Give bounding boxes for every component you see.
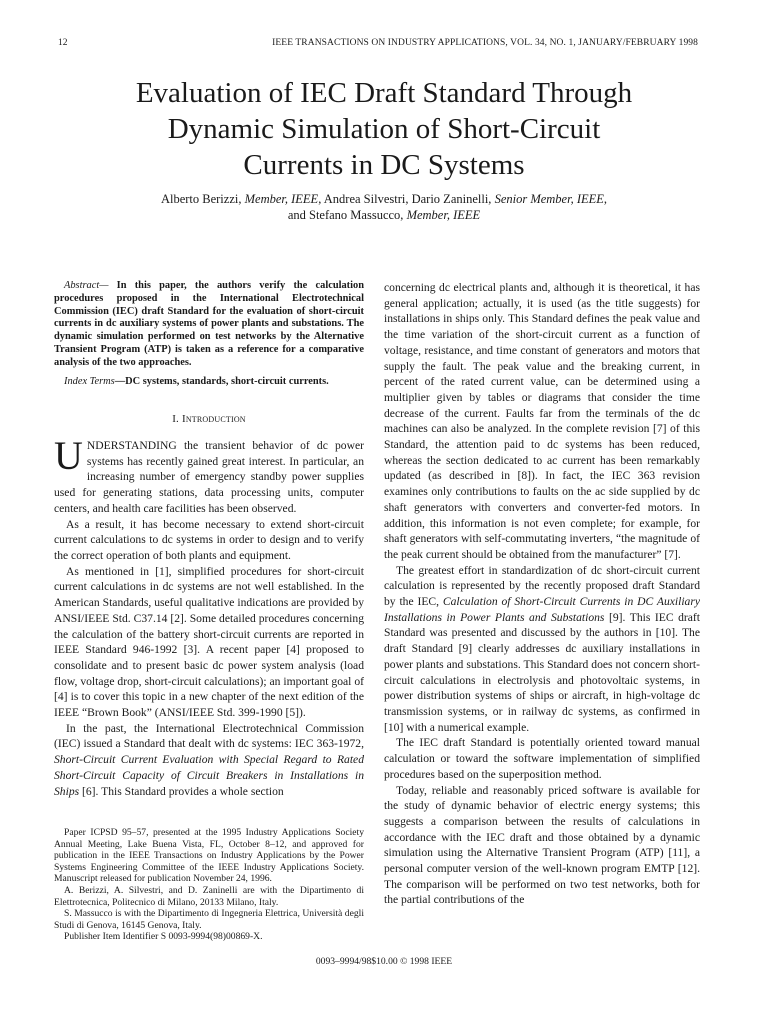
- section-number: I.: [172, 413, 182, 426]
- index-terms-text: —DC systems, standards, short-circuit currents.: [114, 375, 329, 387]
- author-line-1: [60, 191, 708, 207]
- author-list: [60, 191, 708, 223]
- abstract-text: In this paper, the authors verify the calculation procedures proposed in the International Electrotechnical Commission (IEC) draft Standard for the evaluation of short-circuit currents in dc auxiliary systems of power plants and substations. The dynamic simulation performed on test networks by the Alternative Transient Program (ATP) is taken as a reference for a comparative analysis of the two approaches.: [54, 280, 364, 368]
- right-paragraph-2-b: [9]. This IEC draft Standard was presented and discussed by the authors in [10]. The draft Standard [9] clearly addresses dc auxiliary installations in power plants and substations. This Standard does not concern short-circuit calculations in electrolysis and photovoltaic systems, in power distribution systems of ships or aircraft, in high-voltage dc transmission systems, or in railway dc systems, as confirmed in [10] with a numerical example.: [384, 610, 700, 734]
- author-role-member: Member, IEEE: [244, 192, 319, 206]
- intro-paragraph-4-a: In the past, the International Electrotechnical Commission (IEC) issued a Standard that dealt with dc systems: IEC 363-1972,: [54, 721, 364, 751]
- footnotes: [54, 827, 364, 943]
- title-line-2: Dynamic Simulation of Short-Circuit: [167, 113, 601, 145]
- paper-title: [60, 75, 708, 183]
- intro-paragraph-4-title: Short-Circuit Current Evaluation with Special Regard to Rated Short-Circuit Capacity of Circuit Breakers in Installations in Ships: [54, 753, 364, 798]
- abstract: [54, 280, 364, 370]
- intro-paragraph-3: As mentioned in [1], simplified procedures for short-circuit current calculations in dc systems are not well established. In the American Standards, useful qualitative indications are provided by ANSI/IEEE Std. C37.14 [2]. Some detailed procedures concerning the calculation of the battery short-circuit currents are reported in IEEE Standard 946-1992 [3]. A recent paper [4] proposed to consolidate and to present basic dc power system analysis (load flow, voltage drop, short-circuit calculations); an important goal of [4] is to cover this topic in a new chapter of the next edition of the IEEE “Brown Book” (ANSI/IEEE Std. 399-1990 [5]).: [54, 564, 364, 720]
- author-massucco: and Stefano Massucco,: [287, 208, 407, 222]
- author-role-senior-member: Senior Member, IEEE: [494, 192, 604, 206]
- footnote-4: Publisher Item Identifier S 0093-9994(98)00869-X.: [64, 931, 263, 943]
- intro-paragraph-1-text: the transient behavior of dc power systems has recently gained great interest. In particular, an increasing number of emergency standby power supplies used for generating stations, data processing units, computer centers, and health care facilities has been observed.: [54, 439, 364, 515]
- copyright-line: 0093–9994/98$10.00 © 1998 IEEE: [315, 956, 453, 967]
- author-line-2: [60, 207, 708, 223]
- section-title: Introduction: [181, 413, 246, 426]
- title-line-3: Currents in DC Systems: [243, 149, 525, 181]
- right-paragraph-2-title: Calculation of Short-Circuit Currents in DC Auxiliary Installations in Power Plants and Substations: [384, 595, 701, 624]
- author-line-1-end: ,: [603, 192, 608, 206]
- right-column: [384, 280, 700, 908]
- running-head: IEEE TRANSACTIONS ON INDUSTRY APPLICATIONS, VOL. 34, NO. 1, JANUARY/FEBRUARY 1998: [272, 38, 698, 48]
- author-silvestri-zaninelli: , Andrea Silvestri, Dario Zaninelli,: [318, 192, 495, 206]
- author-role-member-2: Member, IEEE: [406, 208, 481, 222]
- intro-small-caps: NDERSTANDING: [86, 439, 177, 453]
- right-paragraph-1: concerning dc electrical plants and, although it is theoretical, it has general application; actually, it is used (as the title suggests) for installations in ships only. This Standard defines the peak value and the time variation of the short-circuit current as a function of voltage, resistance, and time constant of generators and motors that supply the fault. The peak value and the breaking current, in percent of the rated current value, can be determined using a multiplier given by tables or diagrams that consider the time decrease of the current. Faults far from the terminals of the dc machines can also be analyzed. In the complete revision [7] of this Standard, the attention paid to dc systems has been reduced, whereas the section dedicated to ac current has been remarkably updated (as described in [8]). In fact, the IEC 363 revision examines only contributions to faults on the ac side supplied by dc shaft generators with converters and converter-fed motors. In addition, this information is not even complete; for example, for shaft generators with self-commutating inverters, “the magnitude of the peak current should be obtained from the manufacturer” [7].: [384, 281, 700, 561]
- right-paragraph-4: Today, reliable and reasonably priced software is available for the study of dynamic behavior of electric energy systems; this suggests a comparison between the results of calculations in accordance with the IEC draft and those obtained by a dynamic simulation using the Alternative Transient Program (ATP) [11], a personal computer version of the well-known program EMTP [12]. The comparison will be performed on two test networks, both for the partial contributions of the: [384, 783, 700, 907]
- drop-cap: U: [54, 433, 83, 479]
- footnote-3: S. Massucco is with the Dipartimento di Ingegneria Elettrica, Università degli Studi di Genova, 16145 Genova, Italy.: [54, 908, 364, 931]
- left-column: [54, 280, 364, 799]
- title-line-1: Evaluation of IEC Draft Standard Through: [135, 77, 633, 109]
- right-paragraph-2-a: The greatest effort in standardization of dc short-circuit current calculation is represented by the recently proposed draft Standard by the IEC,: [384, 563, 700, 609]
- intro-paragraph-4-b: [6]. This Standard provides a whole section: [79, 784, 284, 798]
- footnote-1: Paper ICPSD 95–57, presented at the 1995 Industry Applications Society Annual Meeting, Lake Buena Vista, FL, October 8–12, and approved for publication in the IEEE Transactions on Industry Applications by the Power Systems Engineering Committee of the IEEE Industry Applications Society. Manuscript released for publication November 24, 1996.: [54, 827, 364, 885]
- intro-paragraph-4: [54, 721, 364, 800]
- index-terms: [54, 376, 364, 389]
- abstract-lead: Abstract—: [64, 280, 109, 291]
- index-terms-lead: Index Terms: [64, 375, 115, 387]
- right-paragraph-2: [384, 563, 700, 736]
- intro-paragraph-2: As a result, it has become necessary to extend short-circuit current calculations to dc systems in order to design and to verify the correct operation of both plants and equipment.: [54, 517, 364, 562]
- intro-paragraph-1: [54, 433, 364, 517]
- page-number: 12: [58, 38, 68, 48]
- section-heading: [54, 412, 364, 428]
- footnote-2: A. Berizzi, A. Silvestri, and D. Zaninelli are with the Dipartimento di Elettrotecnica, Politecnico di Milano, 20133 Milano, Italy.: [54, 884, 364, 908]
- right-paragraph-3: The IEC draft Standard is potentially oriented toward manual calculation or toward the software implementation of simplified procedures based on the superposition method.: [384, 736, 700, 781]
- author-berizzi: Alberto Berizzi,: [160, 192, 245, 206]
